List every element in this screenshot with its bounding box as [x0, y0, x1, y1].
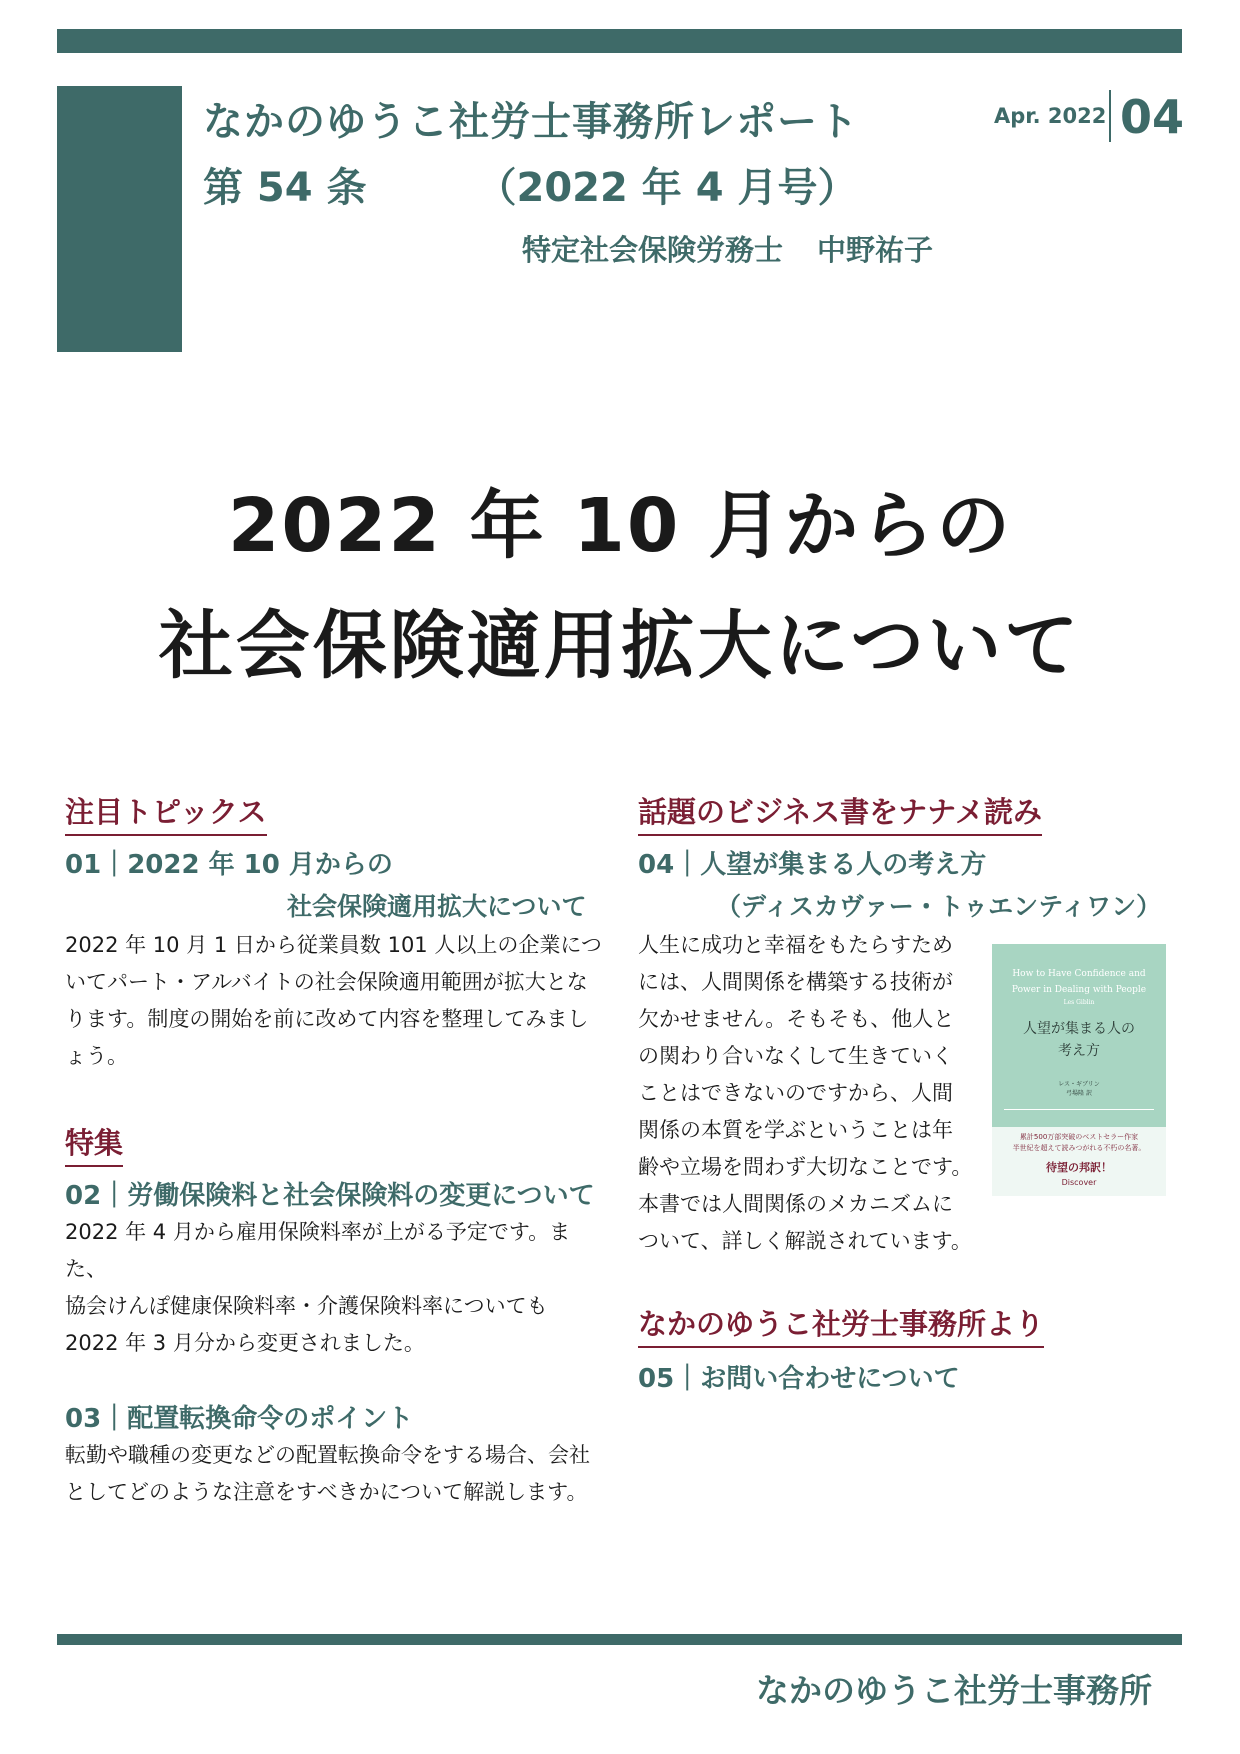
text-line: 人生に成功と幸福をもたらすため — [638, 933, 953, 957]
section-title-business-books: 話題のビジネス書をナナメ読み — [638, 790, 1042, 836]
book-blurb-highlight: 待望の邦訳！ — [1046, 1161, 1112, 1174]
headline-line-1: 2022 年 10 月からの — [227, 483, 1013, 569]
item-04-heading: 04｜人望が集まる人の考え方 — [638, 850, 987, 880]
bottom-accent-bar — [57, 1634, 1182, 1645]
text-line: 欠かせません。そもそも、他人と — [638, 1007, 955, 1031]
footer-office-name: なかのゆうこ社労士事務所 — [756, 1671, 1152, 1710]
text-line: 2022 年 3 月分から変更されました。 — [65, 1331, 425, 1355]
item-01-description — [65, 927, 605, 1075]
text-line: の関わり合いなくして生きていく — [638, 1044, 953, 1068]
text-line: 本書では人間関係のメカニズムに — [638, 1192, 953, 1216]
book-cover-image — [992, 944, 1166, 1196]
section-title-topics: 注目トピックス — [65, 790, 267, 836]
text-line: には、人間関係を構築する技術が — [638, 970, 953, 994]
top-accent-bar — [57, 29, 1182, 53]
issue-month: （2022 年 4 月号） — [476, 165, 858, 211]
item-04-number: 04 — [638, 850, 675, 880]
book-blurb: 累計500万部突破のベストセラー作家 半世紀を超えて読みつがれる不朽の名著。 — [1012, 1133, 1146, 1152]
item-01-title-line-2: 社会保険適用拡大について — [287, 892, 587, 921]
item-02-number: 02 — [65, 1181, 102, 1211]
text-line: としてどのような注意をすべきかについて解説します。 — [65, 1480, 588, 1504]
item-03-description — [65, 1437, 605, 1511]
text-line: 2022 年 10 月 1 日から従業員数 101 人以上の企業につ — [65, 933, 602, 957]
header-side-block — [57, 86, 182, 352]
book-japanese-title: 人望が集まる人の 考え方 — [1023, 1021, 1135, 1059]
item-01-title-line-1: 2022 年 10 月からの — [127, 850, 393, 880]
text-line: 転勤や職種の変更などの配置転換命令をする場合、会社 — [65, 1443, 590, 1467]
item-03-number: 03 — [65, 1404, 102, 1434]
text-line: 2022 年 4 月から雇用保険料率が上がる予定です。また、 — [65, 1220, 571, 1281]
item-01-heading: 01｜2022 年 10 月からの — [65, 850, 393, 880]
main-headline — [0, 466, 1240, 706]
item-04-publisher: （ディスカヴァー・トゥエンティワン） — [716, 892, 1162, 921]
item-02-heading: 02｜労働保険料と社会保険料の変更について — [65, 1181, 595, 1211]
article-number: 第 54 条 — [203, 165, 367, 211]
item-04-title: 人望が集まる人の考え方 — [700, 850, 987, 880]
book-rule — [1004, 1109, 1154, 1110]
item-03-title: 配置転換命令のポイント — [127, 1404, 414, 1434]
book-author: レス・ギブリン 弓場隆 訳 — [1058, 1081, 1100, 1097]
headline-line-2: 社会保険適用拡大について — [158, 603, 1082, 689]
author-role: 特定社会保険労務士 — [522, 233, 784, 267]
text-line: ょう。 — [65, 1044, 128, 1068]
date-label: Apr. 2022 — [994, 104, 1107, 128]
item-05-title: お問い合わせについて — [700, 1364, 960, 1394]
text-line: 齢や立場を問わず大切なことです。 — [638, 1155, 973, 1179]
item-02-description — [65, 1214, 605, 1362]
book-english-title: How to Have Confidence and Power in Dealing with People Les Giblin — [1011, 969, 1147, 1006]
item-05-heading: 05｜お問い合わせについて — [638, 1364, 960, 1394]
item-01-number: 01 — [65, 850, 102, 880]
author — [522, 228, 933, 269]
item-02-title: 労働保険料と社会保険料の変更について — [127, 1181, 595, 1211]
text-line: ります。制度の開始を前に改めて内容を整理してみまし — [65, 1007, 589, 1031]
text-line: いてパート・アルバイトの社会保険適用範囲が拡大とな — [65, 970, 588, 994]
book-publisher-logo: Discover — [1061, 1178, 1097, 1187]
item-03-heading: 03｜配置転換命令のポイント — [65, 1404, 414, 1434]
section-title-feature: 特集 — [65, 1121, 123, 1167]
text-line: 関係の本質を学ぶということは年 — [638, 1118, 953, 1142]
left-column — [65, 790, 605, 1511]
text-line: ついて、詳しく解説されています。 — [638, 1229, 972, 1253]
report-title: なかのゆうこ社労士事務所レポート — [203, 99, 859, 145]
item-05-number: 05 — [638, 1364, 675, 1394]
item-04-description — [638, 927, 983, 1260]
text-line: 協会けんぽ健康保険料率・介護保険料率についても — [65, 1294, 548, 1318]
author-name: 中野祐子 — [817, 233, 934, 267]
text-line: ことはできないのですから、人間 — [638, 1081, 953, 1105]
section-title-office: なかのゆうこ社労士事務所より — [638, 1302, 1044, 1348]
issue-number: 04 — [1120, 90, 1185, 144]
date-divider — [1109, 90, 1111, 142]
issue-line — [203, 156, 857, 213]
